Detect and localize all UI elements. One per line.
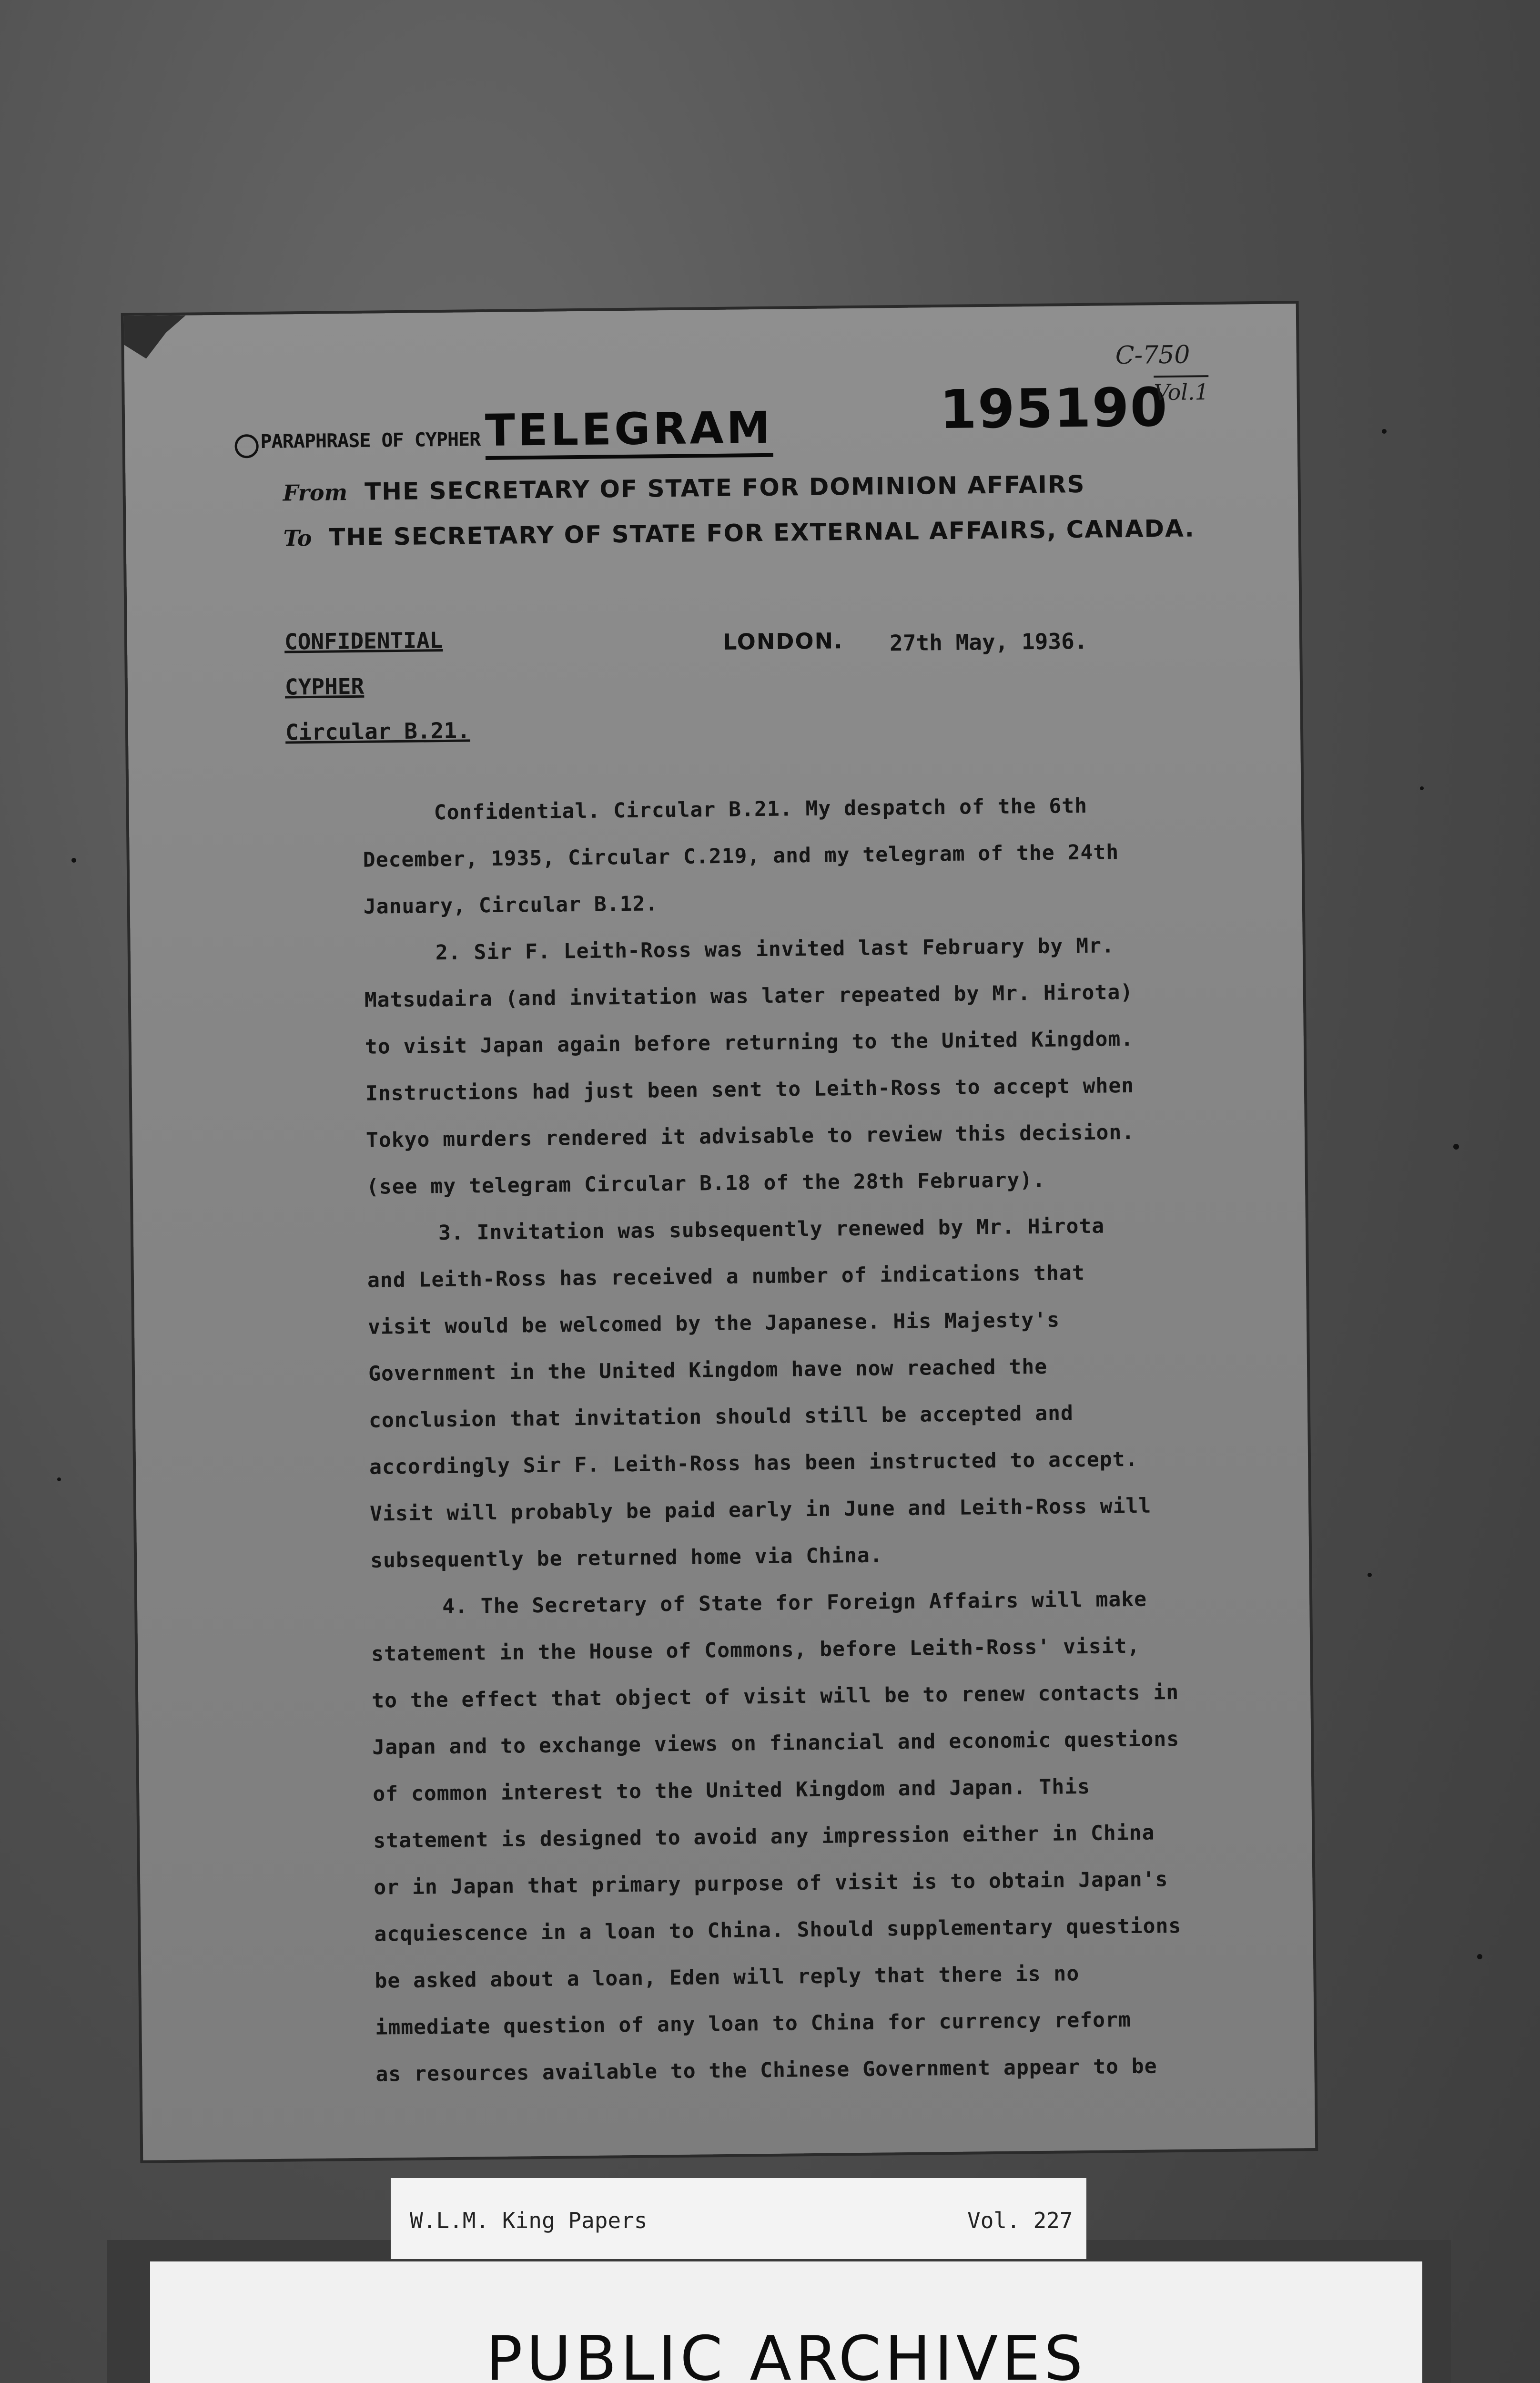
telegram-body: [362, 781, 1253, 2098]
scan-speck: [71, 858, 76, 863]
body-line: Japan and to exchange views on financial and economic questions: [372, 1727, 1180, 1760]
body-line: 2. Sir F. Leith-Ross was invited last February by Mr.: [435, 934, 1115, 965]
body-line: Tokyo murders rendered it advisable to review this decision.: [365, 1120, 1135, 1152]
to-label: To: [283, 525, 312, 551]
body-line: Visit will probably be paid early in June and Leith-Ross will: [369, 1494, 1152, 1526]
body-line: accordingly Sir F. Leith-Ross has been instructed to accept.: [369, 1447, 1138, 1479]
scan-speck: [1420, 786, 1424, 790]
body-line: January, Circular B.12.: [363, 892, 659, 919]
handwritten-volume: Vol.1: [1154, 375, 1209, 405]
telegram-sheet: [124, 304, 1315, 2160]
body-line: statement in the House of Commons, before Leith-Ross' visit,: [371, 1634, 1140, 1666]
handwritten-file-code: C-750: [1115, 340, 1190, 370]
body-line: visit would be welcomed by the Japanese. His Majesty's: [367, 1308, 1060, 1339]
body-line: (see my telegram Circular B.18 of the 28th February).: [366, 1168, 1046, 1199]
volume-number: Vol. 227: [967, 2208, 1073, 2233]
collection-name: W.L.M. King Papers: [410, 2208, 648, 2233]
scan-speck: [1382, 429, 1387, 434]
punch-hole-icon: [234, 434, 259, 458]
torn-corner: [124, 316, 186, 359]
body-line: be asked about a loan, Eden will reply that there is no: [375, 1962, 1080, 1993]
from-label: From: [283, 479, 348, 506]
telegram-header: [234, 402, 773, 459]
scan-speck: [57, 1477, 61, 1481]
archive-line-english: PUBLIC ARCHIVES: [486, 2323, 1087, 2383]
body-line: Instructions had just been sent to Leith-Ross to accept when: [365, 1073, 1135, 1106]
from-text: THE SECRETARY OF STATE FOR DOMINION AFFAIRS: [364, 470, 1085, 506]
body-line: and Leith-Ross has received a number of indications that: [367, 1261, 1085, 1293]
circular-reference: Circular B.21.: [285, 717, 470, 745]
reference-number: 195190: [939, 377, 1169, 441]
paraphrase-label: PARAPHRASE OF CYPHER: [260, 428, 481, 453]
body-line: or in Japan that primary purpose of visit is to obtain Japan's: [374, 1867, 1168, 1900]
to-text: THE SECRETARY OF STATE FOR EXTERNAL AFFAIRS, CANADA.: [329, 514, 1196, 551]
collection-label: [391, 2178, 1086, 2259]
telegram-title: TELEGRAM: [485, 402, 773, 460]
body-line: immediate question of any loan to China for currency reform: [375, 2008, 1132, 2040]
scan-speck: [1368, 1573, 1372, 1577]
scan-speck: [1477, 1954, 1482, 1959]
archive-card: [150, 2261, 1422, 2383]
body-line: to visit Japan again before returning to the United Kingdom.: [365, 1027, 1134, 1059]
body-line: conclusion that invitation should still be accepted and: [368, 1401, 1074, 1433]
body-line: Government in the United Kingdom have now reached the: [368, 1354, 1048, 1386]
transmission-method: CYPHER: [284, 673, 365, 700]
body-line: to the effect that object of visit will be to renew contacts in: [371, 1680, 1179, 1713]
body-line: as resources available to the Chinese Government appear to be: [375, 2054, 1157, 2087]
classification-block: [284, 617, 470, 755]
body-line: subsequently be returned home via China.: [370, 1543, 883, 1573]
body-line: Confidential. Circular B.21. My despatch of the 6th: [434, 794, 1088, 825]
body-line: Matsudaira (and invitation was later repeated by Mr. Hirota): [364, 980, 1134, 1012]
place: LONDON.: [722, 628, 843, 655]
body-line: of common interest to the United Kingdom and Japan. This: [373, 1774, 1091, 1806]
from-line: [283, 470, 1085, 507]
classification: CONFIDENTIAL: [284, 627, 443, 655]
body-line: acquiescence in a loan to China. Should supplementary questions: [374, 1914, 1182, 1946]
body-line: statement is designed to avoid any impression either in China: [373, 1821, 1155, 1853]
body-line: 4. The Secretary of State for Foreign Affairs will make: [442, 1587, 1147, 1619]
body-line: 3. Invitation was subsequently renewed by Mr. Hirota: [438, 1214, 1105, 1245]
date: 27th May, 1936.: [889, 628, 1088, 656]
to-line: [283, 514, 1195, 551]
scan-speck: [1453, 1144, 1459, 1150]
body-line: December, 1935, Circular C.219, and my telegram of the 24th: [363, 840, 1119, 872]
